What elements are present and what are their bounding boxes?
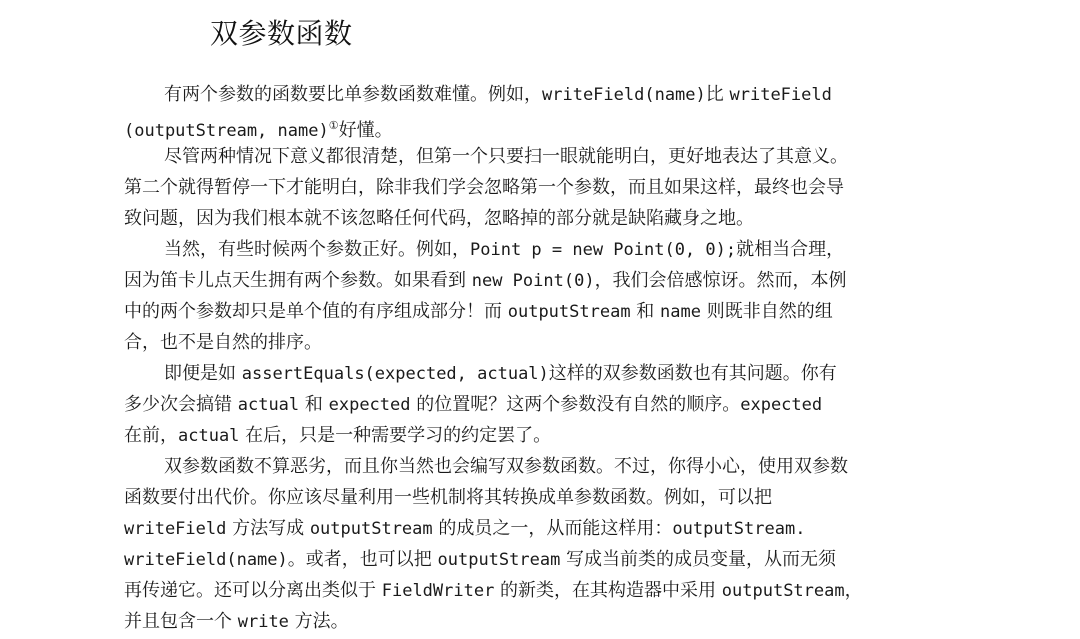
para4-line3 (124, 420, 960, 451)
text: 在前， (124, 425, 178, 446)
code-outputstream: outputStream (437, 550, 561, 570)
text: 的成员之一，从而能这样用： (432, 518, 673, 539)
para2-line3: 致问题，因为我们根本就不该忽略任何代码，忽略掉的部分就是缺陷藏身之地。 (124, 208, 754, 229)
text: ， (844, 580, 863, 601)
text: 。或者，也可以把 (287, 549, 438, 570)
text: 当然，有些时候两个参数正好。例如， (164, 239, 470, 260)
code-expected: expected (328, 395, 411, 415)
code-outputstream: outputStream (721, 581, 845, 601)
para5-line2: 函数要付出代价。你应该尽量利用一些机制将其转换成单参数函数。例如，可以把 (124, 487, 772, 508)
code-outputstream: outputStream (309, 519, 433, 539)
text: 比 (705, 84, 730, 105)
code-fieldwriter: FieldWriter (381, 581, 495, 601)
code-assertequals: assertEquals(expected, actual) (241, 364, 549, 384)
code-writefield: writeField (729, 85, 832, 105)
code-outputstream-dot: outputStream. (672, 519, 806, 539)
section-title: 双参数函数 (210, 17, 353, 50)
para5-line5 (124, 575, 960, 606)
text: 在后，只是一种需要学习的约定罢了。 (239, 425, 552, 446)
text: 写成当前类的成员变量，从而无须 (560, 549, 837, 570)
para5-line1: 双参数函数不算恶劣，而且你当然也会编写双参数函数。不过，你得小心，使用双参数 (164, 456, 848, 477)
para3-line3 (124, 296, 960, 327)
para1-line2 (124, 110, 960, 141)
para2-line2: 第二个就得暂停一下才能明白，除非我们学会忽略第一个参数，而且如果这样，最终也会导 (124, 177, 844, 198)
text: 和 (299, 394, 329, 415)
code-point: Point p = new Point(0, 0); (470, 240, 737, 260)
text: 的位置呢？这两个参数没有自然的顺序。 (410, 394, 741, 415)
para5-line6 (124, 606, 960, 637)
text: 多少次会搞错 (124, 394, 238, 415)
code-args: (outputStream, name) (124, 121, 329, 141)
text: 这样的双参数函数也有其问题。你有 (548, 363, 837, 384)
text: 方法写成 (226, 518, 310, 539)
text: 的新类，在其构造器中采用 (494, 580, 722, 601)
text: 则既非自然的组 (700, 301, 833, 322)
para3-line1 (124, 234, 960, 265)
para2-line1: 尽管两种情况下意义都很清楚，但第一个只要扫一眼就能明白，更好地表达了其意义。 (164, 146, 848, 167)
code-actual: actual (237, 395, 300, 415)
text: 好懂。 (338, 120, 393, 141)
code-new-point: new Point(0) (471, 271, 595, 291)
para3-line4: 合，也不是自然的排序。 (124, 332, 322, 353)
text: 即便是如 (164, 363, 242, 384)
text: 方法。 (288, 611, 349, 632)
code-write: write (237, 612, 289, 632)
code-writefield: writeField (124, 519, 227, 539)
text: 再传递它。还可以分离出类似于 (124, 580, 382, 601)
para1-line1 (124, 79, 960, 110)
text: 就相当合理， (736, 239, 845, 260)
code-writefield-name: writeField(name) (124, 550, 288, 570)
code-name: name (660, 302, 701, 322)
footnote-marker[interactable]: ① (328, 119, 339, 132)
text: 因为笛卡儿点天生拥有两个参数。如果看到 (124, 270, 472, 291)
para4-line2 (124, 389, 960, 420)
para5-line3 (124, 513, 960, 544)
code-writefield-name: writeField(name) (542, 85, 706, 105)
text: 并且包含一个 (124, 611, 238, 632)
text: 和 (630, 301, 661, 322)
text: ，我们会倍感惊讶。然而，本例 (594, 270, 847, 291)
text: 有两个参数的函数要比单参数函数难懂。例如， (164, 84, 542, 105)
para5-line4 (124, 544, 960, 575)
code-expected: expected (740, 395, 823, 415)
code-actual: actual (178, 426, 240, 446)
code-outputstream: outputStream (507, 302, 631, 322)
para3-line2 (124, 265, 960, 296)
text: 中的两个参数却只是单个值的有序组成部分！而 (124, 301, 508, 322)
para4-line1 (124, 358, 960, 389)
body-text (124, 79, 960, 637)
